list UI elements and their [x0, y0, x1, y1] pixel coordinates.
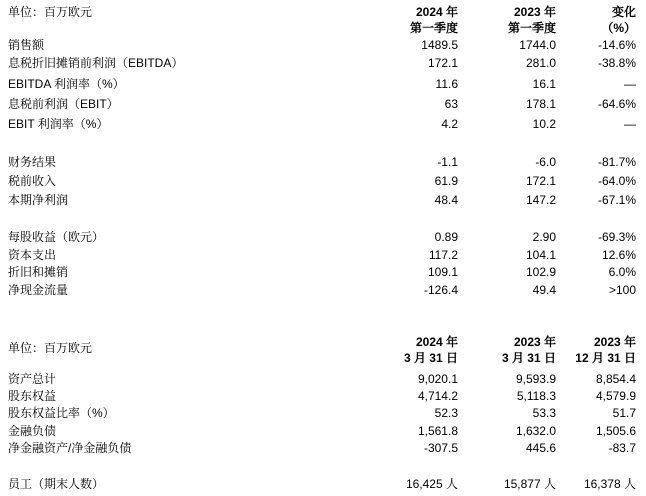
row-label: 每股收益（欧元）	[8, 230, 105, 244]
row-value-change: -81.7%	[597, 155, 636, 169]
row-value-change: —	[624, 77, 636, 91]
row-value-2023q1: 10.2	[532, 117, 556, 131]
row-value-change: -64.6%	[597, 97, 636, 111]
table-row	[0, 192, 646, 209]
table-row	[0, 55, 646, 72]
row-value-2023q1: -6.0	[535, 155, 556, 169]
row-value-change: -38.8%	[597, 56, 636, 70]
row-value-2024-03-31: 16,425 人	[405, 477, 458, 491]
row-label: EBIT 利润率（%）	[8, 117, 109, 131]
row-value-2023-03-31: 53.3	[532, 406, 556, 420]
row-value-2023q1: 104.1	[525, 248, 556, 262]
row-value-change: -69.3%	[597, 230, 636, 244]
row-value-2024q1: 1489.5	[421, 38, 458, 52]
row-value-2023q1: 16.1	[532, 77, 556, 91]
table1-header-row-2	[0, 20, 646, 37]
row-value-2024-03-31: 9,020.1	[417, 372, 458, 386]
table-row	[0, 37, 646, 54]
table-row	[0, 96, 646, 113]
row-value-2023-12-31: -83.7	[608, 441, 636, 455]
row-value-change: >100	[608, 283, 636, 297]
row-value-change: 6.0%	[608, 265, 636, 279]
table1-col1-header: 2024 年	[415, 5, 458, 19]
table-row	[0, 247, 646, 264]
row-label: 股东权益比率（%）	[8, 406, 115, 420]
row-label: 财务结果	[8, 155, 57, 169]
table1-col2-subheader: 第一季度	[507, 21, 556, 35]
row-label: 净现金流量	[8, 283, 69, 297]
table-row	[0, 476, 646, 493]
table-row	[0, 154, 646, 171]
table2-col3-subheader: 12 月 31 日	[575, 351, 636, 365]
row-label: 资本支出	[8, 248, 57, 262]
row-value-2024q1: 4.2	[441, 117, 458, 131]
table2-col1-subheader: 3 月 31 日	[403, 351, 458, 365]
row-label: 息税前利润（EBIT）	[8, 97, 119, 111]
table-row	[0, 371, 646, 388]
row-value-2023q1: 1744.0	[519, 38, 556, 52]
row-value-2023q1: 172.1	[525, 174, 556, 188]
row-value-change: -14.6%	[597, 38, 636, 52]
row-label: EBITDA 利润率（%）	[8, 77, 125, 91]
table2-col1-header: 2024 年	[415, 335, 458, 349]
row-value-2023q1: 2.90	[532, 230, 556, 244]
table1-unit-label: 单位：百万欧元	[8, 5, 93, 19]
row-value-2024q1: -126.4	[423, 283, 458, 297]
row-label: 折旧和摊销	[8, 265, 69, 279]
row-label: 税前收入	[8, 174, 57, 188]
row-value-2023q1: 147.2	[525, 193, 556, 207]
row-value-2023-12-31: 1,505.6	[595, 424, 636, 438]
row-value-2024q1: 48.4	[434, 193, 458, 207]
row-value-2023-03-31: 445.6	[525, 441, 556, 455]
row-value-2023q1: 102.9	[525, 265, 556, 279]
table-row	[0, 116, 646, 133]
row-value-2023-12-31: 4,579.9	[595, 389, 636, 403]
table2-col3-header: 2023 年	[593, 335, 636, 349]
row-label: 员工（期末人数）	[8, 477, 105, 491]
table-row	[0, 76, 646, 93]
row-label: 金融负债	[8, 424, 57, 438]
row-value-2024q1: 0.89	[434, 230, 458, 244]
table-row	[0, 405, 646, 422]
table2-unit-label: 单位：百万欧元	[8, 341, 93, 355]
row-value-change: —	[624, 117, 636, 131]
row-value-2023-12-31: 8,854.4	[595, 372, 636, 386]
row-label: 股东权益	[8, 389, 57, 403]
row-value-2024-03-31: -307.5	[423, 441, 458, 455]
row-label: 资产总计	[8, 372, 57, 386]
row-value-change: -67.1%	[597, 193, 636, 207]
row-value-2023-03-31: 15,877 人	[503, 477, 556, 491]
table1-header-row-1	[0, 4, 646, 21]
row-value-2023-12-31: 51.7	[612, 406, 636, 420]
table-row	[0, 264, 646, 281]
row-value-2024-03-31: 4,714.2	[417, 389, 458, 403]
row-value-2024q1: 117.2	[428, 248, 458, 262]
row-value-2023-03-31: 1,632.0	[515, 424, 556, 438]
table1-col1-subheader: 第一季度	[409, 21, 458, 35]
row-value-2023q1: 49.4	[532, 283, 556, 297]
table-row	[0, 388, 646, 405]
row-value-2023-03-31: 5,118.3	[516, 389, 556, 403]
table-row	[0, 229, 646, 246]
row-label: 息税折旧摊销前利润（EBITDA）	[8, 56, 184, 70]
row-value-2024q1: 61.9	[434, 174, 458, 188]
table-row	[0, 440, 646, 457]
row-value-2023-03-31: 9,593.9	[515, 372, 556, 386]
row-value-change: 12.6%	[601, 248, 636, 262]
row-label: 本期净利润	[8, 193, 69, 207]
table1-col3-subheader: （%）	[601, 21, 636, 35]
row-value-2024-03-31: 1,561.8	[417, 424, 458, 438]
row-value-2024-03-31: 52.3	[434, 406, 458, 420]
row-label: 销售额	[8, 38, 45, 52]
row-value-2023q1: 281.0	[525, 56, 556, 70]
row-value-2024q1: 172.1	[427, 56, 458, 70]
row-value-change: -64.0%	[597, 174, 636, 188]
table1-col3-header: 变化	[611, 5, 636, 19]
row-value-2024q1: 109.1	[427, 265, 458, 279]
table2-col2-header: 2023 年	[513, 335, 556, 349]
table-row	[0, 423, 646, 440]
row-label: 净金融资产/净金融负债	[8, 441, 132, 455]
table-row	[0, 282, 646, 299]
table2-col2-subheader: 3 月 31 日	[501, 351, 556, 365]
row-value-2023q1: 178.1	[525, 97, 556, 111]
table1-col2-header: 2023 年	[513, 5, 556, 19]
table-row	[0, 173, 646, 190]
row-value-2023-12-31: 16,378 人	[583, 477, 636, 491]
row-value-2024q1: 63	[444, 97, 458, 111]
row-value-2024q1: 11.6	[435, 77, 458, 91]
table2-header-row-3	[0, 350, 646, 367]
row-value-2024q1: -1.1	[437, 155, 458, 169]
